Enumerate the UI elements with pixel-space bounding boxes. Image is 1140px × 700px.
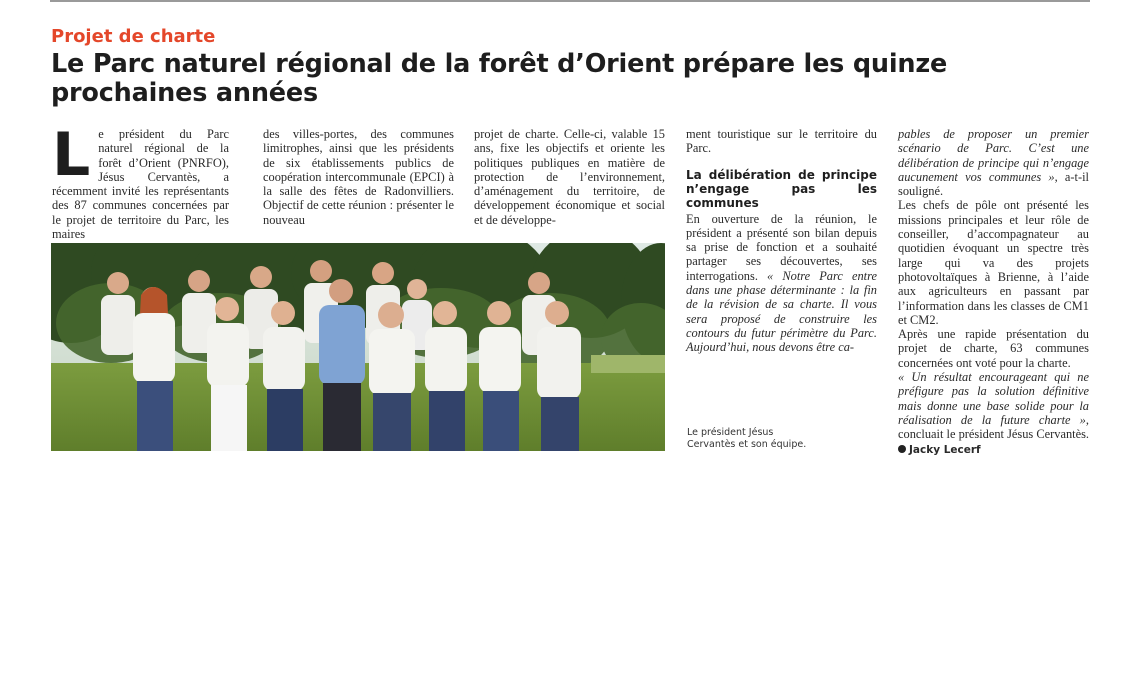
column-4-text-a: ment touristique sur le territoire du Parc.	[686, 127, 877, 156]
article-signature: Jacky Lecerf	[909, 443, 981, 456]
column-5-quote-a: pables de proposer un premier scénario de Parc. C’est une délibération de principe qui n’engage aucunement vos communes »	[898, 127, 1089, 184]
article-column-1	[52, 120, 229, 242]
column-3-text: projet de charte. Celle-ci, valable 15 ans, fixe les objectifs et oriente les politiques publiques en matière de protection de l’environnement, d’aménagement du territoire, de développement économique et social et de développe-	[474, 127, 665, 227]
article-subhead: La délibération de principe n’engage pas les communes	[686, 167, 877, 210]
article-column-5	[898, 127, 1089, 457]
column-5-text-c: Après une rapide présentation du projet de charte, 63 communes concernées ont voté pour la charte.	[898, 327, 1089, 370]
column-1-text: e président du Parc naturel régional de la forêt d’Orient (PNRFO), Jésus Cervantès, a récemment invité les représentants des 87 communes concernées par le projet de territoire du Parc, les maires	[52, 127, 229, 242]
column-5-text-a: , a-t-il souligné.	[898, 169, 1089, 199]
column-5-text-d: , concluait le président Jésus Cervantès.	[898, 412, 1089, 442]
article-column-3	[474, 127, 665, 227]
drop-cap: L	[52, 120, 91, 190]
article-headline: Le Parc naturel régional de la forêt d’Orient prépare les quinze prochaines années	[51, 49, 948, 108]
column-4-text-b: En ouverture de la réunion, le président a présenté son bilan depuis sa prise de fonction et a souhaité partager ses découvertes, ses interrogations.	[686, 211, 877, 283]
column-5-quote-b: « Un résultat encourageant qui ne préfigure pas la solution définitive mais donne une base solide pour la réalisation de la future charte »	[898, 370, 1089, 427]
article-column-4	[686, 127, 877, 355]
photo-caption: Le président Jésus Cervantès et son équipe.	[687, 427, 807, 450]
team-photo	[51, 243, 665, 451]
column-2-text: des villes-portes, des communes limitrophes, ainsi que les présidents de six établissements publics de coopération intercommunale (EPCI) à la salle des fêtes de Radonvilliers. Objectif de cette réunion : présenter le nouveau	[263, 127, 454, 227]
article-kicker: Projet de charte	[51, 26, 216, 47]
article-column-2	[263, 127, 454, 227]
signature-bullet-icon	[898, 445, 906, 453]
column-5-text-b: Les chefs de pôle ont présenté les missions principales et leur rôle de conseiller, d’accompagnateur au quotidien évoquant un spectre très large qui va des projets photovoltaïques à Brienne, à l’aide aux agriculteurs en passant par l’information dans les classes de CM1 et CM2.	[898, 198, 1089, 327]
column-4-quote: « Notre Parc entre dans une phase déterminante : la fin de la révision de sa charte. Il vous sera proposé de construire les contours du futur périmètre du Parc. Aujourd’hui, nous devons être ca-	[686, 268, 877, 355]
top-rule	[50, 0, 1090, 2]
